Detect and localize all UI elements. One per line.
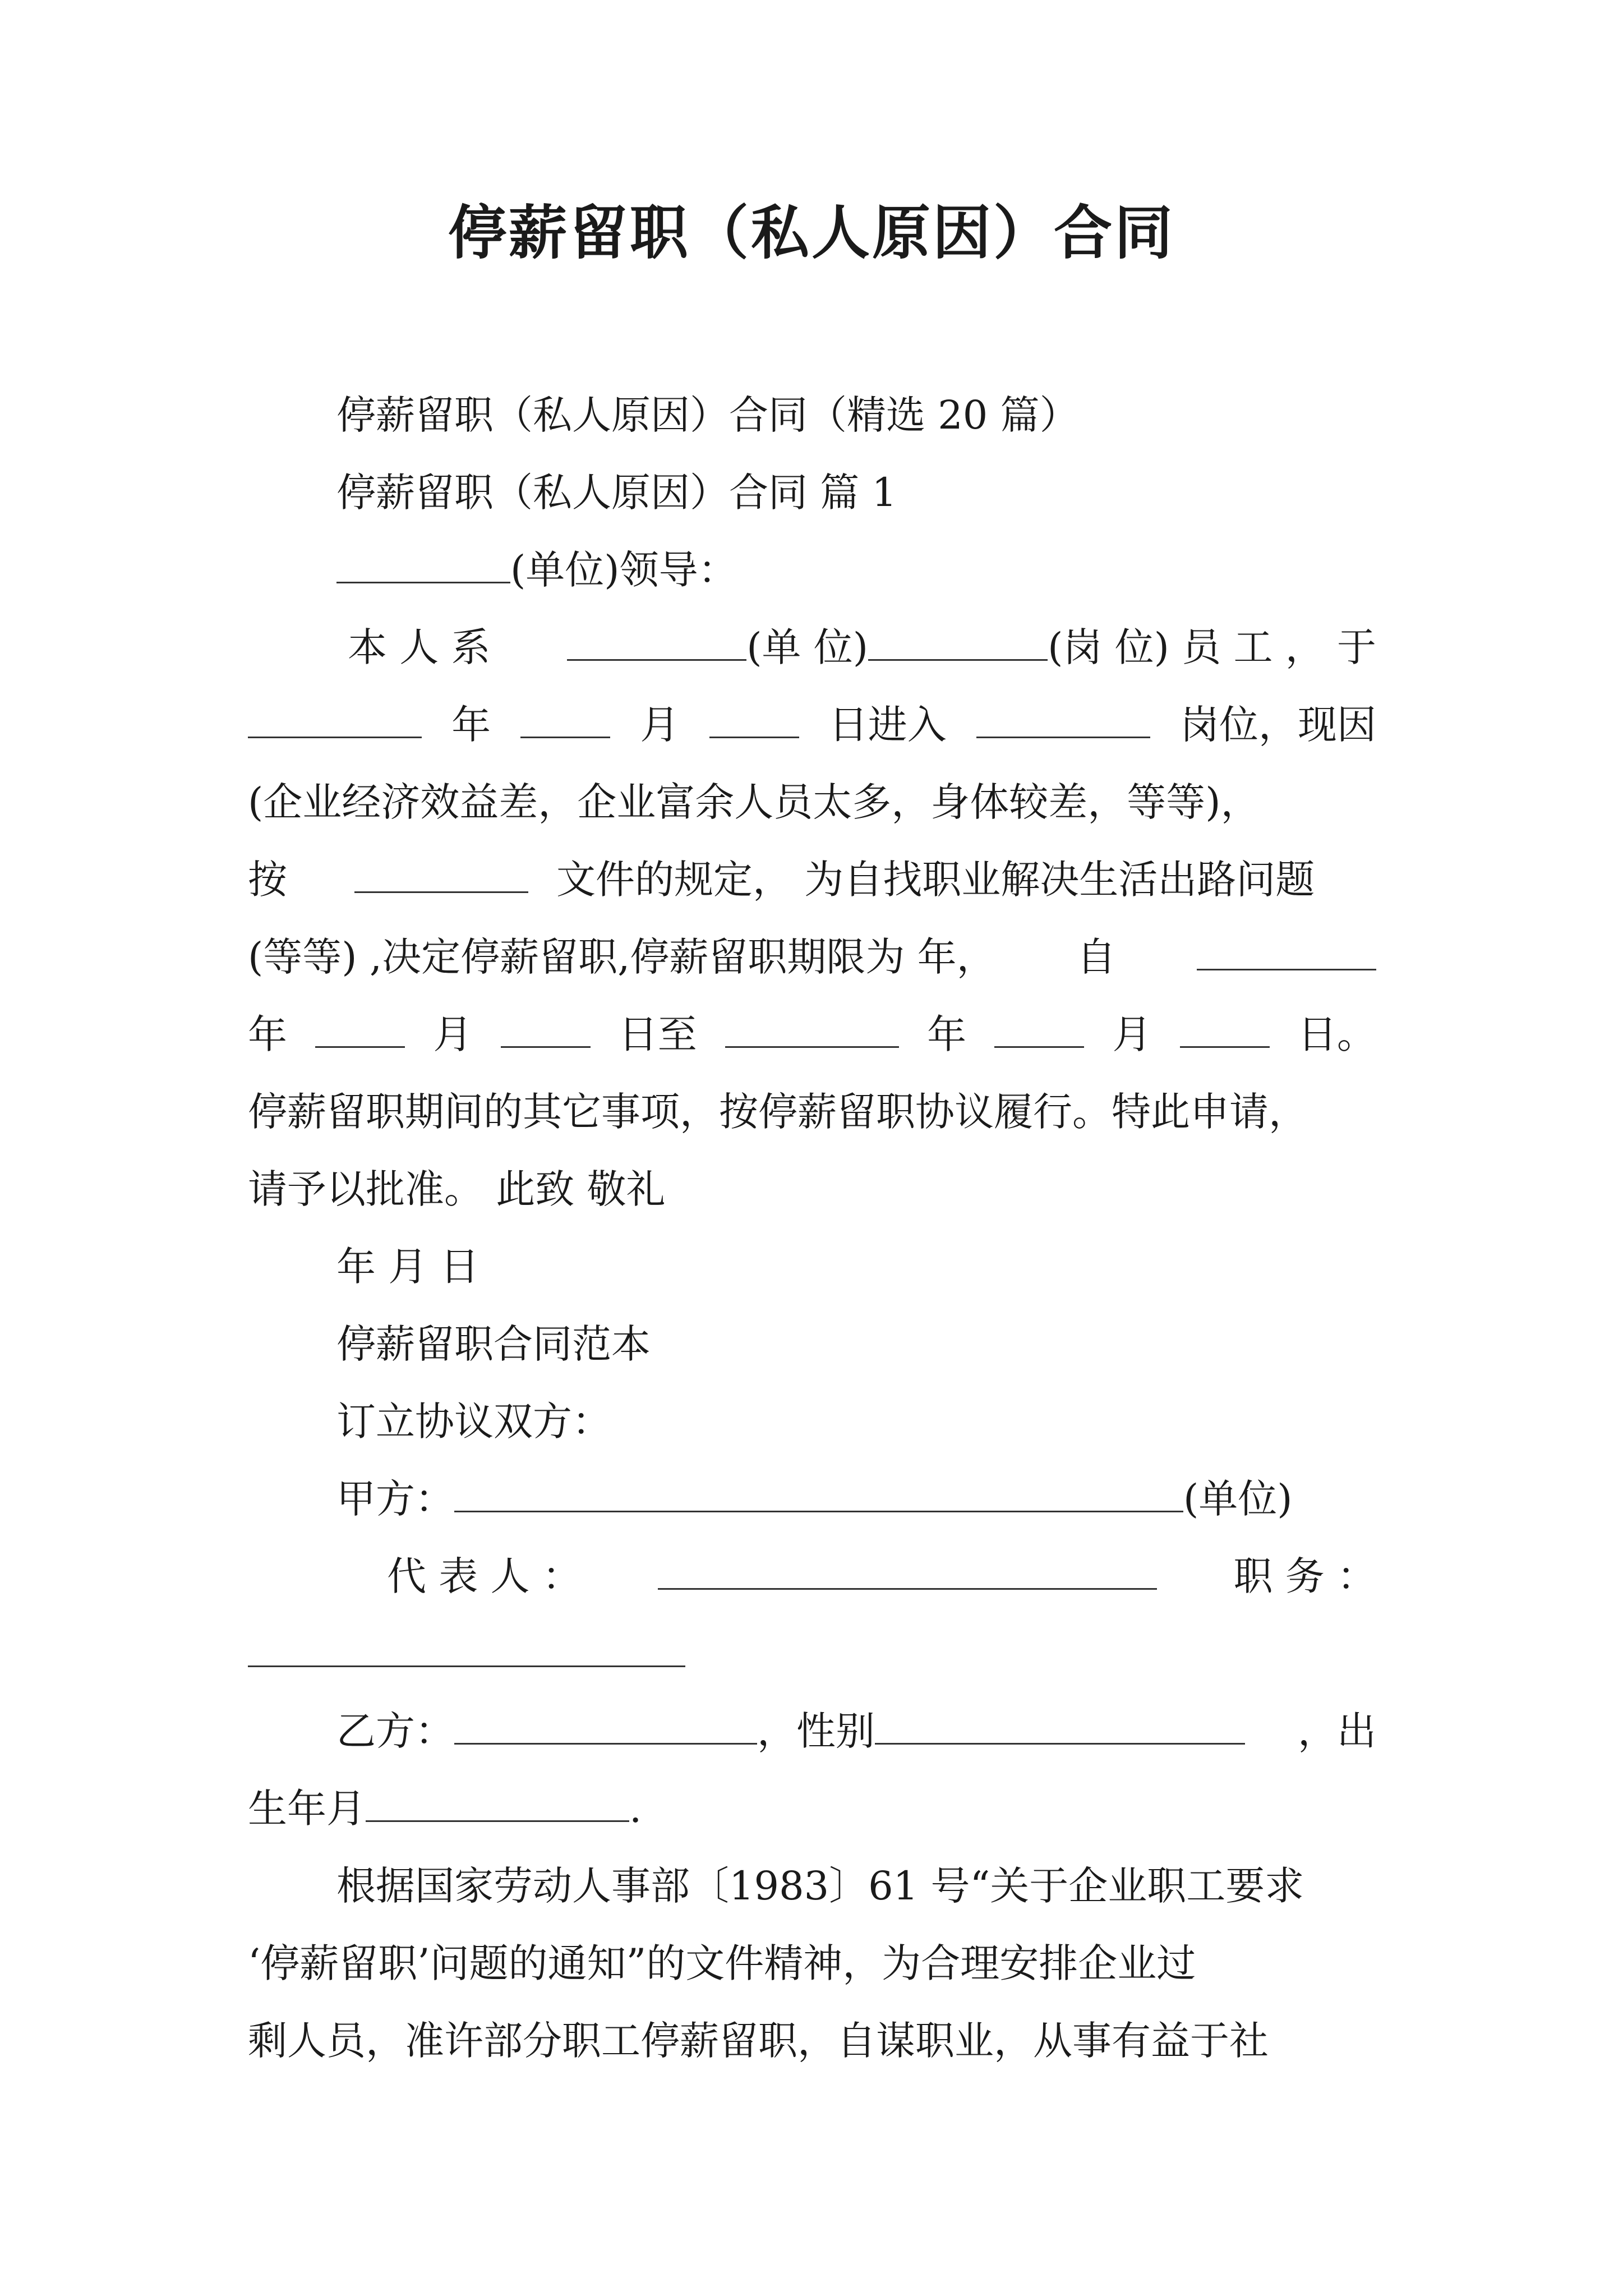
text-segment: 文件的规定， 为自找职业解决生活出路问题: [556, 857, 1315, 903]
blank-field: [248, 701, 422, 738]
paragraph-line: [248, 697, 1376, 753]
gender-label: ，性别: [757, 1708, 875, 1754]
subtitle-selection: 停薪留职（私人原因）合同（精选 20 篇）: [336, 392, 1079, 438]
text-segment: .: [629, 1786, 642, 1832]
text-segment: 日进入: [828, 702, 947, 748]
blank-field: [501, 1010, 591, 1048]
position-label: 职 务 ：: [1233, 1553, 1376, 1599]
paragraph-line: 根据国家劳动人事部〔1983〕61 号“关于企业职工要求: [336, 1863, 1304, 1909]
text-segment: 日。: [1297, 1011, 1376, 1057]
blank-field: [567, 623, 746, 661]
position-blank-line: [248, 1626, 685, 1682]
blank-field: [520, 701, 610, 738]
blank-field: [1180, 1010, 1270, 1048]
birth-label: 生年月: [248, 1786, 366, 1832]
section-heading: 停薪留职合同范本: [336, 1321, 651, 1367]
addressee-text: (单位)领导：: [510, 547, 737, 593]
gender-blank: [875, 1707, 1245, 1745]
paragraph-line: ‘停薪留职’问题的通知”的文件精神，为合理安排企业过: [248, 1940, 1196, 1986]
party-b-blank: [454, 1707, 757, 1745]
text-segment: 月: [1112, 1011, 1152, 1057]
date-line: 年 月 日: [336, 1244, 479, 1290]
blank-field: [994, 1010, 1084, 1048]
representative-blank: [658, 1552, 1157, 1590]
party-a-label: 甲方：: [336, 1476, 454, 1522]
addressee-line: [336, 542, 737, 598]
text-segment: 日至: [618, 1011, 697, 1057]
blank-field: [725, 1010, 899, 1048]
party-b-label: 乙方：: [336, 1708, 454, 1754]
page-title: 停薪留职（私人原因）合同: [448, 198, 1175, 267]
party-a-line: [336, 1471, 1293, 1527]
section-heading: 停薪留职（私人原因）合同 篇 1: [336, 470, 897, 516]
paragraph-line: [248, 852, 1315, 908]
blank-field: [709, 701, 799, 738]
representative-label: 代 表 人 ：: [387, 1553, 582, 1599]
paragraph-line: 请予以批准。 此致 敬礼: [248, 1166, 666, 1212]
text-segment: 按: [248, 857, 287, 903]
paragraph-line: [248, 929, 1376, 985]
text-segment: 自: [1076, 934, 1116, 980]
text-segment: ，出: [1298, 1708, 1376, 1754]
paragraph-line: (企业经济效益差，企业富余人员太多，身体较差，等等)，: [248, 779, 1260, 825]
blank-field: [976, 701, 1150, 738]
text-segment: 月: [640, 702, 680, 748]
blank-field: [1197, 933, 1376, 970]
parties-heading: 订立协议双方：: [336, 1398, 611, 1444]
text-segment: 年: [451, 702, 491, 748]
text-segment: 年: [927, 1011, 967, 1057]
birth-blank: [366, 1784, 629, 1822]
blank-field: [868, 623, 1048, 661]
paragraph-line: 剩人员，准许部分职工停薪留职，自谋职业，从事有益于社: [248, 2018, 1269, 2064]
representative-line: [387, 1548, 1376, 1604]
party-b-line: [336, 1703, 1376, 1759]
text-segment: 本 人 系: [348, 624, 491, 670]
text-segment: (单 位): [746, 624, 869, 670]
position-blank: [248, 1630, 685, 1667]
text-segment: (等等) ,决定停薪留职,停薪留职期限为 年，: [248, 934, 996, 980]
paragraph-line: [248, 1006, 1376, 1062]
text-segment: 月: [433, 1011, 473, 1057]
birth-line: [248, 1780, 642, 1837]
text-segment: (岗 位) 员 工 ， 于: [1048, 624, 1376, 670]
party-a-blank: [454, 1475, 1183, 1512]
blank-field: [354, 855, 528, 893]
text-segment: 年: [248, 1011, 287, 1057]
text-segment: 岗位，现因: [1179, 702, 1376, 748]
blank-unit: [336, 546, 510, 583]
blank-field: [315, 1010, 405, 1048]
party-a-unit: (单位): [1183, 1476, 1293, 1522]
paragraph-line: 停薪留职期间的其它事项，按停薪留职协议履行。特此申请，: [248, 1089, 1308, 1135]
paragraph-line: [348, 619, 1376, 675]
